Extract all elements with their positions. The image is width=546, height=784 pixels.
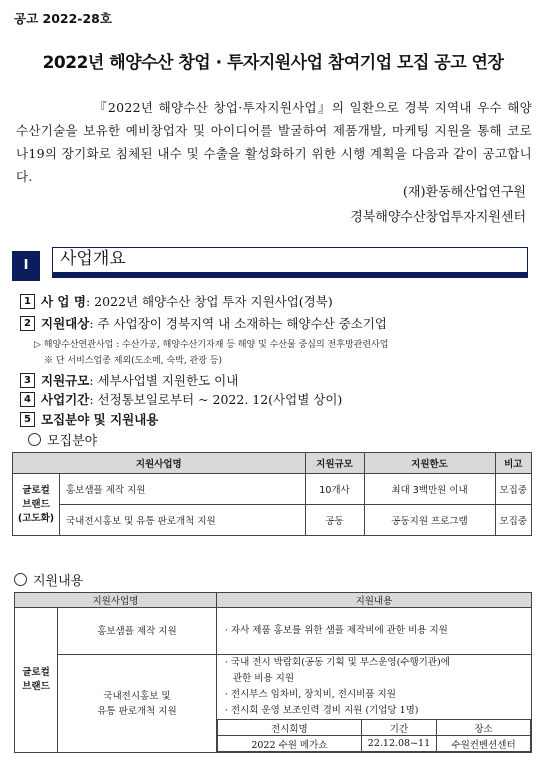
table-header: 기간	[361, 720, 436, 736]
program-description: · 자사 제품 홍보를 위한 샘플 제작비에 관한 비용 지원	[216, 608, 531, 655]
row-head: 글로컬 브랜드 (고도화)	[13, 474, 60, 536]
number-box: 5	[20, 412, 35, 427]
item-field-support	[20, 410, 158, 428]
limit-cell: 최대 3백만원 이내	[364, 474, 495, 505]
item-key: 지원규모	[41, 373, 90, 388]
program-name: 홍보샘플 제작 지원	[58, 608, 217, 655]
item-key: 사업기간	[41, 392, 90, 407]
number-box: 2	[20, 316, 35, 331]
program-name: 홍보샘플 제작 지원	[60, 474, 306, 505]
exhibition-period: 22.12.08~11	[361, 736, 436, 752]
item-value: : 선정통보일로부터 ~ 2022. 12(사업별 상이)	[89, 392, 343, 407]
description-line: · 전시회 운영 보조인력 경비 지원 (기업당 1명)	[224, 705, 419, 716]
number-box: 4	[20, 392, 35, 407]
circle-bullet-icon	[14, 573, 27, 586]
number-box: 3	[20, 373, 35, 388]
table-header: 지원사업명	[13, 453, 306, 474]
notice-number: 공고 2022-28호	[14, 11, 112, 26]
item-value: : 2022년 해양수산 창업 투자 지원사업(경북)	[85, 294, 333, 309]
table-header: 지원한도	[364, 453, 495, 474]
table-header: 지원사업명	[15, 593, 217, 608]
item-scale	[20, 371, 238, 389]
item-period	[20, 390, 342, 408]
field-label: 모집분야	[47, 434, 98, 449]
item-key: 지원대상	[41, 316, 90, 331]
exhibition-place: 수원컨벤션센터	[437, 736, 531, 752]
item-value: : 세부사업별 지원한도 이내	[89, 373, 239, 388]
scale-cell: 공동	[305, 505, 364, 536]
section-number: Ⅰ	[12, 251, 40, 281]
table-row	[15, 655, 532, 753]
table-row	[217, 736, 530, 752]
field-table	[12, 452, 532, 536]
exhibition-table	[217, 719, 531, 752]
note-cell: 모집중	[495, 505, 531, 536]
description-line: 관한 비용 지원	[232, 673, 294, 684]
support-heading	[14, 570, 83, 589]
item-key: 사 업 명	[41, 294, 86, 309]
support-table	[14, 592, 532, 753]
limit-cell: 공동지원 프로그램	[364, 505, 495, 536]
program-name: 국내전시홍보 및 유통 판로개척 지원	[58, 655, 217, 753]
item-project-name	[20, 292, 333, 310]
target-exclusion-note: ※ 단 서비스업종 제외(도소매, 숙박, 관광 등)	[44, 356, 223, 366]
target-note: ▷ 해양수산연관사업 : 수산가공, 해양수산기자재 등 해양 및 수산물 중심의 전후방관련사업	[34, 340, 389, 350]
table-header: 전시회명	[217, 720, 361, 736]
item-target	[20, 314, 387, 332]
scale-cell: 10개사	[305, 474, 364, 505]
number-box: 1	[20, 294, 35, 309]
row-head: 글로컬 브랜드	[15, 608, 58, 753]
table-row	[15, 608, 532, 655]
table-header: 지원규모	[305, 453, 364, 474]
intro-paragraph: 『2022년 해양수산 창업·투자지원사업』의 일환으로 경북 지역내 우수 해양수산기술을 보유한 예비창업자 및 아이디어를 발굴하여 제품개발, 마케팅 지원을 통해 코로나19의 장기화로 침체된 내수 및 수출을 활성화하기 위한 시행 계획을 다음과 같이 공고합니다.	[16, 100, 532, 184]
field-heading	[28, 430, 97, 449]
item-key: 모집분야 및 지원내용	[41, 412, 159, 427]
organization-name: (재)환동해산업연구원	[402, 185, 526, 200]
table-header: 지원내용	[216, 593, 531, 608]
center-name: 경북해양수산창업투자지원센터	[350, 210, 526, 225]
table-header: 장소	[437, 720, 531, 736]
table-row	[13, 505, 532, 536]
program-name: 국내전시홍보 및 유통 판로개척 지원	[60, 505, 306, 536]
page-title: 2022년 해양수산 창업 · 투자지원사업 참여기업 모집 공고 연장	[42, 53, 504, 73]
section-header	[12, 247, 526, 281]
circle-bullet-icon	[28, 433, 41, 446]
description-line: · 국내 전시 박람회(공동 기획 및 부스운영(수행기관)에	[224, 657, 450, 668]
table-header: 비고	[495, 453, 531, 474]
description-line: · 전시부스 임차비, 장치비, 전시비품 지원	[224, 689, 396, 700]
program-description-cell	[216, 655, 531, 753]
support-label: 지원내용	[33, 574, 84, 589]
table-row	[13, 474, 532, 505]
note-cell: 모집중	[495, 474, 531, 505]
exhibition-name: 2022 수원 메가쇼	[217, 736, 361, 752]
item-value: : 주 사업장이 경북지역 내 소재하는 해양수산 중소기업	[89, 316, 387, 331]
section-title: 사업개요	[60, 249, 126, 269]
section-underline	[52, 272, 528, 278]
